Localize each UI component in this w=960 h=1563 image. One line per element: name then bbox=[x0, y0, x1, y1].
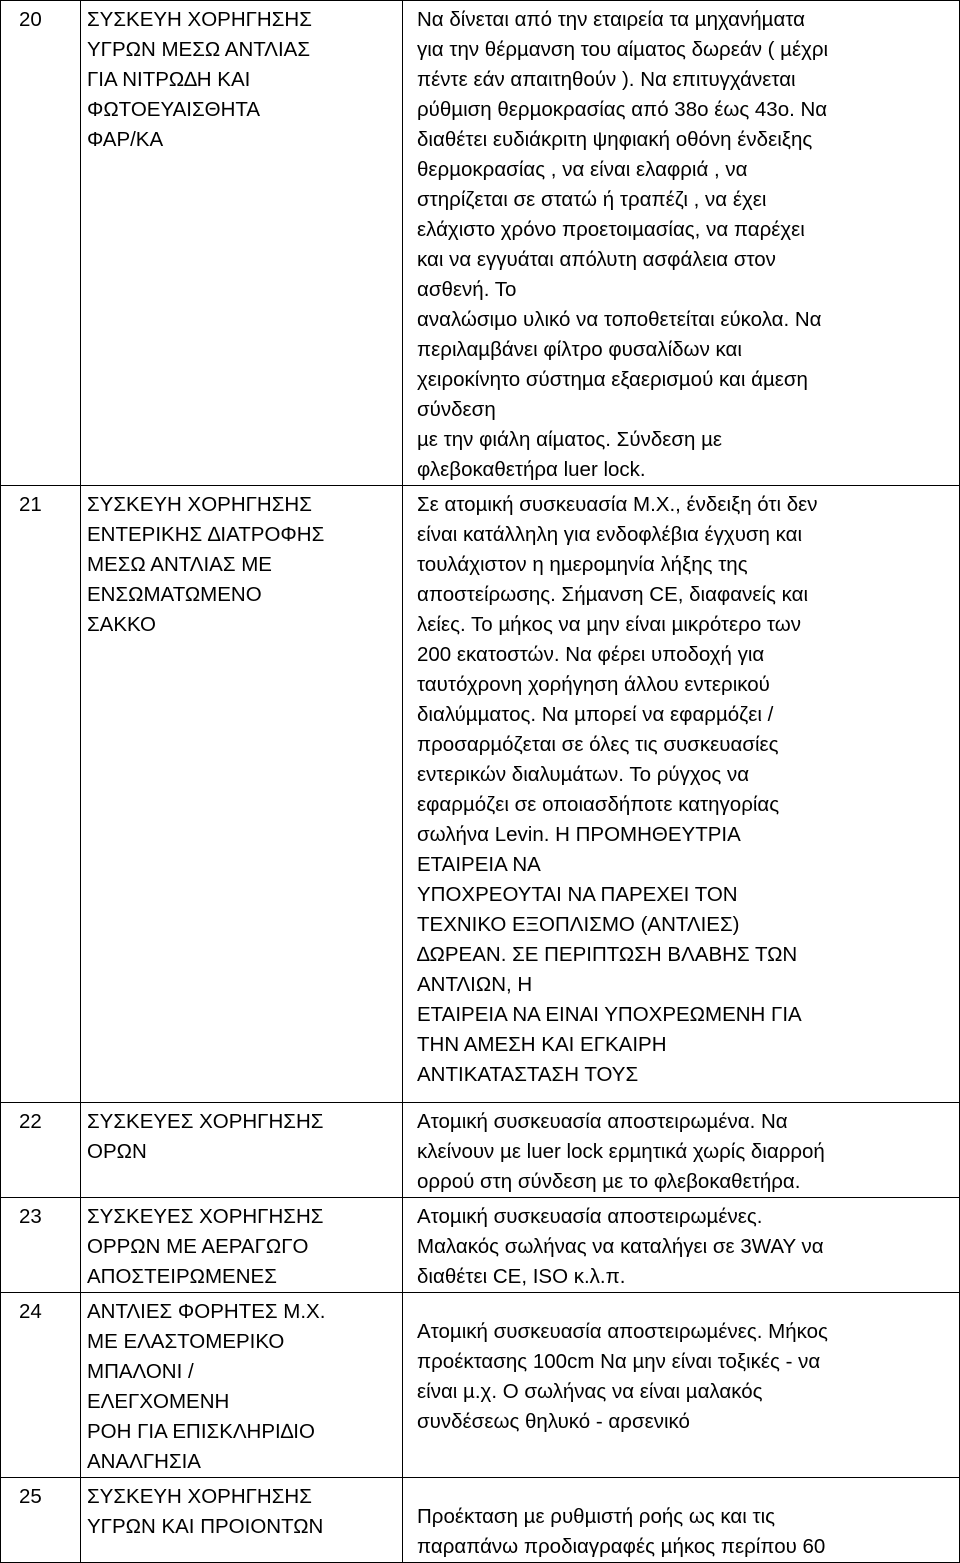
item-specification-line: ρύθµιση θερµοκρασίας από 38ο έως 43ο. Να bbox=[417, 98, 828, 121]
item-specification bbox=[403, 1103, 960, 1198]
item-specification-line: ΑΝΤΙΚΑΤΑΣΤΑΣΗ ΤΟΥΣ bbox=[417, 1063, 639, 1086]
item-name-line: ΟΡΩΝ bbox=[87, 1140, 147, 1163]
item-specification-line: ορρού στη σύνδεση µε το φλεβοκαθετήρα. bbox=[417, 1170, 801, 1193]
item-name-line: ΕΝΣΩΜΑΤΩΜΕΝΟ bbox=[87, 583, 262, 606]
item-specification bbox=[403, 1, 960, 486]
item-name-line: ΣΥΣΚΕΥΗ ΧΟΡΗΓΗΣΗΣ bbox=[87, 8, 312, 31]
table-row bbox=[1, 1, 960, 486]
item-name bbox=[81, 1, 403, 486]
table-row bbox=[1, 486, 960, 1103]
item-specification-line: 200 εκατοστών. Να φέρει υποδοχή για bbox=[417, 643, 765, 666]
item-specification-line: Μαλακός σωλήνας να καταλήγει σε 3WAY να bbox=[417, 1235, 824, 1258]
item-name-line: ΓΙΑ ΝΙΤΡΩ∆Η ΚΑΙ bbox=[87, 68, 251, 91]
item-specification-line: ∆ΩΡΕΑΝ. ΣΕ ΠΕΡΙΠΤΩΣΗ ΒΛΑΒΗΣ ΤΩΝ bbox=[417, 943, 798, 966]
item-specification-line: Σε ατοµική συσκευασία Μ.Χ., ένδειξη ότι δεν bbox=[417, 493, 818, 516]
item-specification-line: Ατοµική συσκευασία αποστειρωµένα. Να bbox=[417, 1110, 788, 1133]
item-specification-line: για την θέρµανση του αίµατος δωρεάν ( µέχρι bbox=[417, 38, 829, 61]
item-specification-line: κλείνουν µε luer lock ερµητικά χωρίς διαρροή bbox=[417, 1140, 825, 1163]
item-number: 21 bbox=[1, 486, 81, 1103]
item-specification-line: ΑΝΤΛΙΩΝ, Η bbox=[417, 973, 533, 996]
item-specification-line: µε την φιάλη αίµατος. Σύνδεση µε bbox=[417, 428, 723, 451]
item-name-line: ΜΕ ΕΛΑΣΤΟΜΕΡΙΚΟ bbox=[87, 1330, 285, 1353]
item-name-line: ΕΝΤΕΡΙΚΗΣ ∆ΙΑΤΡΟΦΗΣ bbox=[87, 523, 325, 546]
item-specification-line: τουλάχιστον η ηµεροµηνία λήξης της bbox=[417, 553, 748, 576]
item-specification-line: εντερικών διαλυµάτων. Το ρύγχος να bbox=[417, 763, 750, 786]
item-specification-line: χειροκίνητο σύστηµα εξαερισµού και άµεση bbox=[417, 368, 808, 391]
item-specification-line: συνδέσεως θηλυκό - αρσενικό bbox=[417, 1410, 690, 1433]
item-specification bbox=[403, 1198, 960, 1293]
item-specification-line: ΤΗΝ ΑΜΕΣΗ ΚΑΙ ΕΓΚΑΙΡΗ bbox=[417, 1033, 667, 1056]
table-row bbox=[1, 1103, 960, 1198]
table-body bbox=[1, 1, 960, 1563]
item-number: 20 bbox=[1, 1, 81, 486]
item-name-line: ΣΑΚΚΟ bbox=[87, 613, 157, 636]
item-name-line: ΦΑΡ/ΚΑ bbox=[87, 128, 164, 151]
item-name bbox=[81, 1103, 403, 1198]
item-specification-line: ΕΤΑΙΡΕΙΑ ΝΑ ΕΙΝΑΙ ΥΠΟΧΡΕΩΜΕΝΗ ΓΙΑ bbox=[417, 1003, 802, 1026]
item-name bbox=[81, 486, 403, 1103]
item-name-line: ΣΥΣΚΕΥΗ ΧΟΡΗΓΗΣΗΣ bbox=[87, 493, 312, 516]
item-name-line: ΥΓΡΩΝ ΜΕΣΩ ΑΝΤΛΙΑΣ bbox=[87, 38, 310, 61]
item-name-line: ΑΠΟΣΤΕΙΡΩΜΕΝΕΣ bbox=[87, 1265, 277, 1288]
item-specification-line: στηρίζεται σε στατώ ή τραπέζι , να έχει bbox=[417, 188, 767, 211]
item-number: 22 bbox=[1, 1103, 81, 1198]
item-specification-line: σωλήνα Levin. Η ΠΡΟΜΗΘΕΥΤΡΙΑ bbox=[417, 823, 741, 846]
item-name-line: ΥΓΡΩΝ ΚΑΙ ΠΡΟΙΟΝΤΩΝ bbox=[87, 1515, 324, 1538]
item-specification-line: ταυτόχρονη χορήγηση άλλου εντερικού bbox=[417, 673, 770, 696]
item-specification-line: αναλώσιµο υλικό να τοποθετείται εύκολα. Να bbox=[417, 308, 822, 331]
item-name bbox=[81, 1478, 403, 1563]
item-specification-line: διαθέτει ευδιάκριτη ψηφιακή οθόνη ένδειξης bbox=[417, 128, 813, 151]
item-specification-line: προέκτασης 100cm Να µην είναι τοξικές - να bbox=[417, 1350, 821, 1373]
table-row bbox=[1, 1293, 960, 1478]
item-specification-line: εφαρµόζει σε οποιασδήποτε κατηγορίας bbox=[417, 793, 780, 816]
item-name bbox=[81, 1198, 403, 1293]
item-specification-line: ΕΤΑΙΡΕΙΑ ΝΑ bbox=[417, 853, 541, 876]
item-specification-line: Ατοµική συσκευασία αποστειρωµένες. Μήκος bbox=[417, 1320, 828, 1343]
item-specification-line: διαθέτει CE, ISO κ.λ.π. bbox=[417, 1265, 626, 1288]
item-specification-line: λείες. Το µήκος να µην είναι µικρότερο των bbox=[417, 613, 801, 636]
item-specification-line: ασθενή. Το bbox=[417, 278, 517, 301]
spacer bbox=[417, 1482, 953, 1502]
item-specification-line: είναι κατάλληλη για ενδοφλέβια έγχυση και bbox=[417, 523, 803, 546]
item-name-line: ΣΥΣΚΕΥΕΣ ΧΟΡΗΓΗΣΗΣ bbox=[87, 1205, 324, 1228]
item-specification bbox=[403, 486, 960, 1103]
item-specification-line: περιλαµβάνει φίλτρο φυσαλίδων και bbox=[417, 338, 742, 361]
item-specification bbox=[403, 1293, 960, 1478]
table-row bbox=[1, 1198, 960, 1293]
item-name-line: ΦΩΤΟΕΥΑΙΣΘΗΤΑ bbox=[87, 98, 261, 121]
table-row bbox=[1, 1478, 960, 1563]
item-specification-line: ΤΕΧΝΙΚΟ ΕΞΟΠΛΙΣΜΟ (ΑΝΤΛΙΕΣ) bbox=[417, 913, 740, 936]
item-number: 25 bbox=[1, 1478, 81, 1563]
item-name bbox=[81, 1293, 403, 1478]
item-number: 23 bbox=[1, 1198, 81, 1293]
item-specification-line: και να εγγυάται απόλυτη ασφάλεια στον bbox=[417, 248, 776, 271]
item-specification-line: ελάχιστο χρόνο προετοιµασίας, να παρέχει bbox=[417, 218, 805, 241]
item-specification-line: φλεβοκαθετήρα luer lock. bbox=[417, 458, 646, 481]
item-specification-line: Προέκταση µε ρυθµιστή ροής ως και τις bbox=[417, 1505, 776, 1528]
item-specification-line: ΥΠΟΧΡΕΟΥΤΑΙ ΝΑ ΠΑΡΕΧΕΙ ΤΟΝ bbox=[417, 883, 738, 906]
item-name-line: ΜΠΑΛΟΝΙ / bbox=[87, 1360, 194, 1383]
item-specification-line: πέντε εάν απαιτηθούν ). Να επιτυγχάνεται bbox=[417, 68, 796, 91]
item-number: 24 bbox=[1, 1293, 81, 1478]
item-specification-line: προσαρµόζεται σε όλες τις συσκευασίες bbox=[417, 733, 779, 756]
item-specification-line: αποστείρωσης. Σήµανση CE, διαφανείς και bbox=[417, 583, 809, 606]
item-name-line: ΕΛΕΓΧΟΜΕΝΗ bbox=[87, 1390, 230, 1413]
item-name-line: ΜΕΣΩ ΑΝΤΛΙΑΣ ΜΕ bbox=[87, 553, 272, 576]
item-specification-line: είναι µ.χ. Ο σωλήνας να είναι µαλακός bbox=[417, 1380, 763, 1403]
item-specification-line: σύνδεση bbox=[417, 398, 496, 421]
item-name-line: ΑΝΑΛΓΗΣΙΑ bbox=[87, 1450, 201, 1473]
item-specification-line: παραπάνω προδιαγραφές µήκος περίπου 60 bbox=[417, 1535, 826, 1558]
item-specification-line: Ατοµική συσκευασία αποστειρωµένες. bbox=[417, 1205, 763, 1228]
item-name-line: ΣΥΣΚΕΥΗ ΧΟΡΗΓΗΣΗΣ bbox=[87, 1485, 312, 1508]
item-name-line: ΑΝΤΛΙΕΣ ΦΟΡΗΤΕΣ Μ.Χ. bbox=[87, 1300, 326, 1323]
item-specification-line: διαλύµµατος. Να µπορεί να εφαρµόζει / bbox=[417, 703, 774, 726]
spacer bbox=[417, 1297, 953, 1317]
item-specification bbox=[403, 1478, 960, 1563]
item-name-line: ΣΥΣΚΕΥΕΣ ΧΟΡΗΓΗΣΗΣ bbox=[87, 1110, 324, 1133]
item-name-line: ΟΡΡΩΝ ΜΕ ΑΕΡΑΓΩΓΟ bbox=[87, 1235, 309, 1258]
item-specification-line: θερµοκρασίας , να είναι ελαφριά , να bbox=[417, 158, 748, 181]
item-specification-line: Να δίνεται από την εταιρεία τα µηχανήµατα bbox=[417, 8, 806, 31]
item-name-line: ΡΟΗ ΓΙΑ ΕΠΙΣΚΛΗΡΙ∆ΙΟ bbox=[87, 1420, 315, 1443]
